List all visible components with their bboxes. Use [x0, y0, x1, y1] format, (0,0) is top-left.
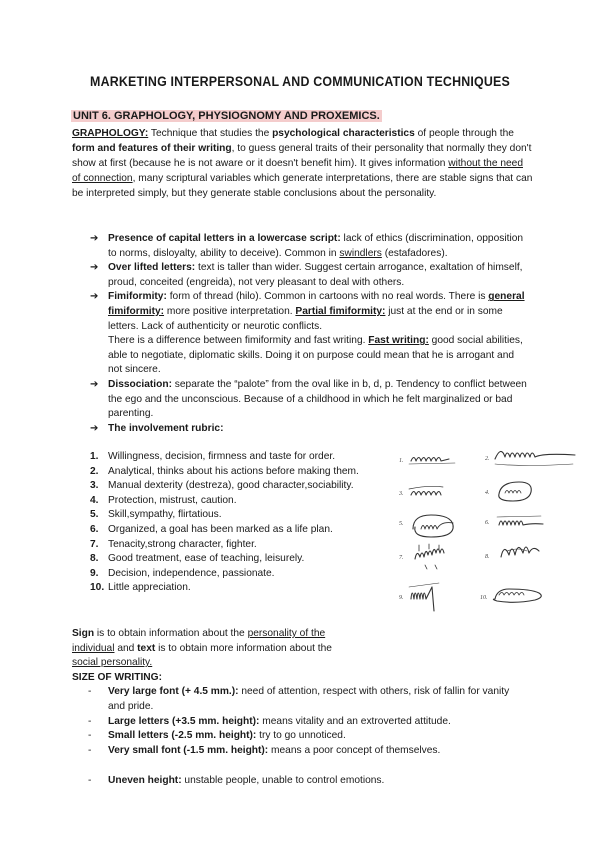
arrow-icon: ➔	[90, 291, 99, 303]
sample-label-10: 10.	[480, 595, 488, 601]
list-item: 7. Tenacity,strong character, fighter.	[90, 538, 257, 550]
sample-label-6: 6.	[485, 520, 490, 526]
list-item: 1. Willingness, decision, firmness and taste for order.	[90, 451, 336, 462]
arrow-icon: ➔	[90, 422, 99, 434]
rubric-list	[90, 450, 390, 596]
bullet-over-lifted: ➔ Over lifted letters: text is taller than wider. Suggest certain arrogance, exaltation of himself, proud, conceited (engreida), not very pleasant to deal with others.	[90, 262, 523, 288]
sample-label-7: 7.	[399, 555, 404, 561]
document-title: MARKETING INTERPERSONAL AND COMMUNICATION TECHNIQUES	[90, 74, 510, 89]
handwriting-sample-10	[493, 589, 541, 602]
sample-label-5: 5.	[399, 521, 404, 527]
bottom-section	[72, 627, 532, 789]
list-item: 5. Skill,sympathy, flirtatious.	[90, 509, 222, 521]
handwriting-sample-6	[499, 521, 543, 525]
list-item: 10. Little appreciation.	[90, 582, 191, 594]
handwriting-samples-image	[395, 437, 585, 617]
graphology-term: GRAPHOLOGY:	[72, 128, 149, 139]
arrow-icon: ➔	[90, 262, 99, 274]
list-item: 8. Good treatment, ease of teaching, leisurely.	[90, 553, 305, 565]
handwriting-sample-3	[411, 492, 441, 496]
sample-label-9: 9.	[399, 595, 404, 601]
list-item: 4. Protection, mistrust, caution.	[90, 494, 237, 506]
sample-label-8: 8.	[485, 554, 490, 560]
handwriting-sample-5	[413, 515, 453, 537]
sample-label-1: 1.	[399, 458, 404, 464]
bullet-involvement-rubric: ➔ The involvement rubric:	[90, 422, 530, 437]
handwriting-sample-9	[411, 587, 434, 611]
list-item: - Very small font (-1.5 mm. height): means a poor concept of themselves.	[88, 744, 441, 756]
sample-label-3: 3.	[399, 491, 404, 497]
list-item: - Large letters (+3.5 mm. height): means vitality and an extroverted attitude.	[88, 715, 451, 727]
handwriting-sample-8	[501, 547, 539, 557]
size-of-writing-heading: SIZE OF WRITING:	[72, 671, 162, 683]
sample-label-2: 2.	[485, 456, 490, 462]
bullet-dissociation: ➔ Dissociation: separate the “palote” from the oval like in b, d, p. Tendency to conflict between the ego and the unconscious. Because of a childhood in which he felt marginalized or bad parenting.	[90, 378, 527, 420]
list-item: 3. Manual dexterity (destreza), good character,sociability.	[90, 480, 354, 492]
handwriting-sample-2	[495, 451, 575, 459]
sign-paragraph: Sign is to obtain information about the personality of the individual and text is to obtain more information about the social personality.	[72, 628, 332, 669]
arrow-icon: ➔	[90, 233, 99, 244]
list-item: 2. Analytical, thinks about his actions before making them.	[90, 465, 359, 477]
graphology-bullets	[90, 232, 530, 436]
handwriting-sample-4	[499, 482, 531, 501]
list-item: - Very large font (+ 4.5 mm.): need of attention, respect with others, risk of fallin for vanity and pride.	[88, 686, 510, 712]
list-item: 9. Decision, independence, passionate.	[90, 567, 275, 579]
sample-label-4: 4.	[485, 490, 490, 496]
list-item: - Uneven height: unstable people, unable to control emotions.	[88, 775, 385, 787]
bullet-capital-letters: ➔ Presence of capital letters in a lowercase script: lack of ethics (discrimination, opposition to norms, disloyalty, ability to deceive). Common in swindlers (estafadores).	[90, 233, 524, 259]
graphology-paragraph: GRAPHOLOGY: Technique that studies the psychological characteristics of people through the form and features of their writing, to guess general traits of their personality that normally they don't show at first (because he is not aware or it doesn't benefit him). It gives information without the need of connection, many scriptural variables which generate interpretations, there are stable signs that can be interpreted simply, but they generate stable conclusions about the personality.	[72, 128, 533, 199]
bullet-fimiformity: ➔ Fimiformity: form of thread (hilo). Common in cartoons with no real words. There is general fimiformity: more positive interpretation. Partial fimiformity: just at the end or in some letters. Lack of authenticity or neurotic conflicts. There is a difference between fimiformity and fast writing. Fast writing: good social abilities, able to negotiate, diplomatic skills. Doing it on purpose could mean that he is arrogant and not sincere.	[90, 291, 525, 376]
handwriting-sample-1	[411, 458, 449, 462]
unit-heading: UNIT 6. GRAPHOLOGY, PHYSIOGNOMY AND PROXEMICS.	[73, 110, 380, 122]
arrow-icon: ➔	[90, 378, 99, 390]
list-item: - Small letters (-2.5 mm. height): try to go unnoticed.	[88, 730, 346, 742]
list-item: 6. Organized, a goal has been marked as a life plan.	[90, 523, 333, 535]
